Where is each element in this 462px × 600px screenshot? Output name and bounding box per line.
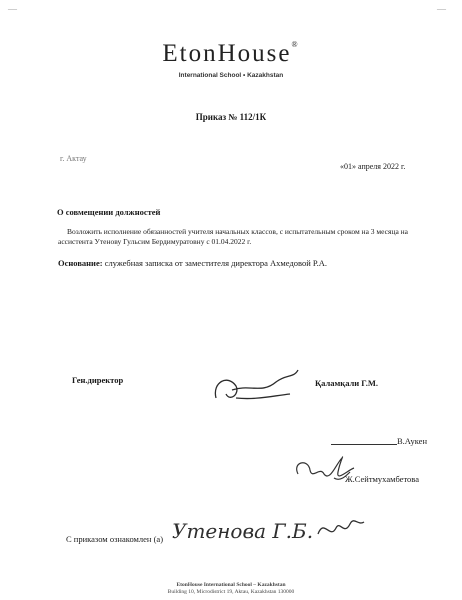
page-footer (0, 582, 462, 596)
approval-signature (290, 452, 360, 492)
basis-text: служебная записка от заместителя директора Ахмедовой Р.А. (102, 258, 327, 268)
director-signature (210, 360, 300, 410)
order-date: «01» апреля 2022 г. (340, 162, 406, 171)
school-logo (0, 40, 462, 68)
approval-line (331, 444, 397, 445)
signer-name: Қаламқали Г.М. (315, 378, 379, 388)
page-mark-left: — (8, 4, 18, 14)
order-number: Приказ № 112/1К (195, 112, 267, 122)
footer-line-2: Building 10, Microdistrict 19, Aktau, Kazakhstan 130000 (167, 589, 295, 595)
acknowledgement-handwriting (168, 508, 378, 552)
acknowledgement-label: С приказом ознакомлен (а) (66, 534, 164, 544)
approval-name-2: Ж.Сейтмухамбетова (345, 474, 419, 484)
registered-mark: ® (291, 40, 300, 49)
logo-text: EtonHouse (162, 40, 292, 67)
signer-title: Ген.директор (72, 375, 124, 385)
order-subject: О совмещении должностей (57, 207, 161, 217)
order-body: Возложить исполнение обязанностей учителя начальных классов, с испытательным сроком на 3 месяца на ассистента Утенову Гульсим Бердимуратовну с 01.04.2022 г. (58, 227, 409, 246)
order-city: г. Актау (60, 154, 87, 163)
order-basis (58, 258, 418, 268)
basis-label: Основание: (58, 258, 103, 268)
handwritten-name: Утенова Г.Б. (172, 519, 314, 543)
footer-line-1: EtonHouse International School – Kazakhstan (176, 582, 286, 588)
approval-name-1: В.Аукен (397, 436, 427, 446)
logo-subtitle: International School • Kazakhstan (178, 72, 284, 79)
page-mark-right: — (437, 4, 447, 14)
